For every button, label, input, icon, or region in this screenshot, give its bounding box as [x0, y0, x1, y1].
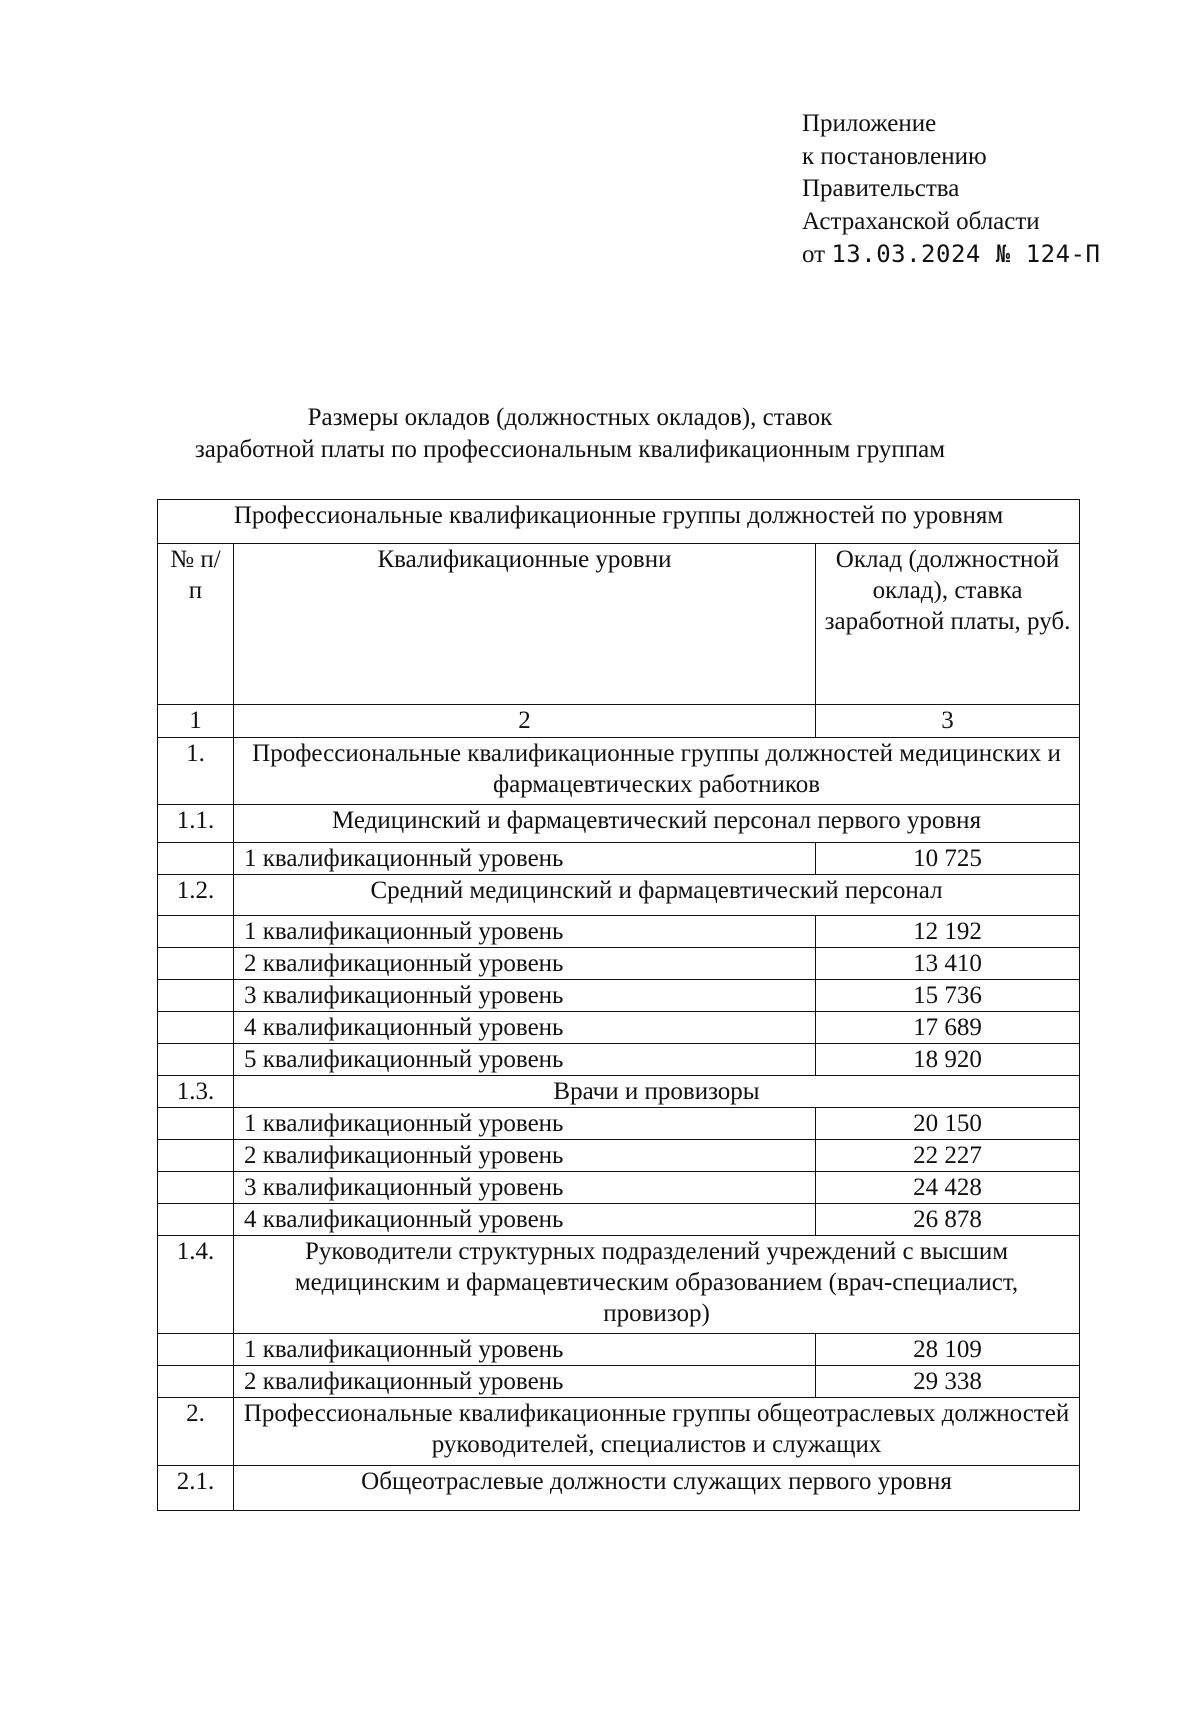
salary-cell: 18 920	[816, 1044, 1080, 1076]
date-prefix: от	[802, 241, 826, 268]
appendix-line-4: Астраханской области	[802, 207, 1040, 235]
empty-cell	[158, 1334, 234, 1366]
section-row	[158, 738, 1080, 805]
subsection-row	[158, 875, 1080, 916]
salary-cell: 15 736	[816, 980, 1080, 1012]
salary-cell: 17 689	[816, 1012, 1080, 1044]
level-cell: 2 квалификационный уровень	[234, 948, 816, 980]
subsection-number: 1.1.	[158, 805, 234, 843]
title-line-2: заработной платы по профессиональным квалификационным группам	[194, 436, 946, 463]
subsection-row	[158, 1236, 1080, 1334]
level-cell: 2 квалификационный уровень	[234, 1366, 816, 1398]
subsection-number: 1.4.	[158, 1236, 234, 1334]
empty-cell	[158, 948, 234, 980]
section-number: 1.	[158, 738, 234, 805]
salary-cell: 20 150	[816, 1108, 1080, 1140]
level-cell: 1 квалификационный уровень	[234, 916, 816, 948]
level-cell: 1 квалификационный уровень	[234, 843, 816, 875]
salary-cell: 24 428	[816, 1172, 1080, 1204]
salary-table	[157, 499, 1080, 1511]
salary-cell: 22 227	[816, 1140, 1080, 1172]
table-row	[158, 1044, 1080, 1076]
column-number-row	[158, 705, 1080, 738]
table-row	[158, 948, 1080, 980]
appendix-line-2: к постановлению	[802, 142, 987, 170]
col-number: 1	[158, 705, 234, 738]
empty-cell	[158, 916, 234, 948]
col-number: 2	[234, 705, 816, 738]
subsection-row	[158, 1466, 1080, 1511]
table-row	[158, 1108, 1080, 1140]
empty-cell	[158, 1012, 234, 1044]
subsection-title: Общеотраслевые должности служащих первого уровня	[234, 1466, 1080, 1511]
subsection-title: Медицинский и фармацевтический персонал первого уровня	[234, 805, 1080, 843]
empty-cell	[158, 843, 234, 875]
table-row	[158, 1012, 1080, 1044]
table-row	[158, 1172, 1080, 1204]
section-title: Профессиональные квалификационные группы общеотраслевых должностей руководителей, специалистов и служащих	[234, 1398, 1080, 1466]
empty-cell	[158, 980, 234, 1012]
subsection-title: Врачи и провизоры	[234, 1076, 1080, 1108]
level-cell: 1 квалификационный уровень	[234, 1108, 816, 1140]
empty-cell	[158, 1366, 234, 1398]
table-caption-row	[158, 500, 1080, 544]
salary-cell: 13 410	[816, 948, 1080, 980]
section-number: 2.	[158, 1398, 234, 1466]
appendix-header	[802, 108, 1100, 272]
level-cell: 4 квалификационный уровень	[234, 1012, 816, 1044]
empty-cell	[158, 1172, 234, 1204]
appendix-date-line	[802, 238, 1100, 272]
table-row	[158, 843, 1080, 875]
empty-cell	[158, 1108, 234, 1140]
table-row	[158, 1204, 1080, 1236]
table-header-row	[158, 544, 1080, 705]
level-cell: 3 квалификационный уровень	[234, 1172, 816, 1204]
section-row	[158, 1398, 1080, 1466]
subsection-row	[158, 1076, 1080, 1108]
table-row	[158, 1140, 1080, 1172]
header-levels: Квалификационные уровни	[234, 544, 816, 705]
subsection-number: 1.2.	[158, 875, 234, 916]
salary-cell: 12 192	[816, 916, 1080, 948]
subsection-title: Руководители структурных подразделений учреждений с высшим медицинским и фармацевтическим образованием (врач-специалист, провизор)	[234, 1236, 1080, 1334]
title-line-1: Размеры окладов (должностных окладов), ставок	[307, 404, 833, 431]
header-salary: Оклад (должностной оклад), ставка заработной платы, руб.	[816, 544, 1080, 705]
empty-cell	[158, 1044, 234, 1076]
level-cell: 4 квалификационный уровень	[234, 1204, 816, 1236]
empty-cell	[158, 1204, 234, 1236]
salary-cell: 29 338	[816, 1366, 1080, 1398]
subsection-number: 2.1.	[158, 1466, 234, 1511]
col-number: 3	[816, 705, 1080, 738]
salary-cell: 28 109	[816, 1334, 1080, 1366]
header-num: № п/п	[158, 544, 234, 705]
subsection-number: 1.3.	[158, 1076, 234, 1108]
level-cell: 2 квалификационный уровень	[234, 1140, 816, 1172]
salary-cell: 26 878	[816, 1204, 1080, 1236]
table-row	[158, 1366, 1080, 1398]
subsection-row	[158, 805, 1080, 843]
table-row	[158, 980, 1080, 1012]
level-cell: 1 квалификационный уровень	[234, 1334, 816, 1366]
section-title: Профессиональные квалификационные группы должностей медицинских и фармацевтических работников	[234, 738, 1080, 805]
appendix-line-3: Правительства	[802, 175, 960, 202]
level-cell: 5 квалификационный уровень	[234, 1044, 816, 1076]
empty-cell	[158, 1140, 234, 1172]
document-title	[120, 402, 1020, 466]
level-cell: 3 квалификационный уровень	[234, 980, 816, 1012]
table-row	[158, 916, 1080, 948]
date-stamp: 13.03.2024 № 124-П	[831, 240, 1101, 268]
table-caption: Профессиональные квалификационные группы должностей по уровням	[158, 500, 1080, 544]
appendix-line-1: Приложение	[802, 110, 937, 137]
salary-cell: 10 725	[816, 843, 1080, 875]
table-row	[158, 1334, 1080, 1366]
subsection-title: Средний медицинский и фармацевтический персонал	[234, 875, 1080, 916]
